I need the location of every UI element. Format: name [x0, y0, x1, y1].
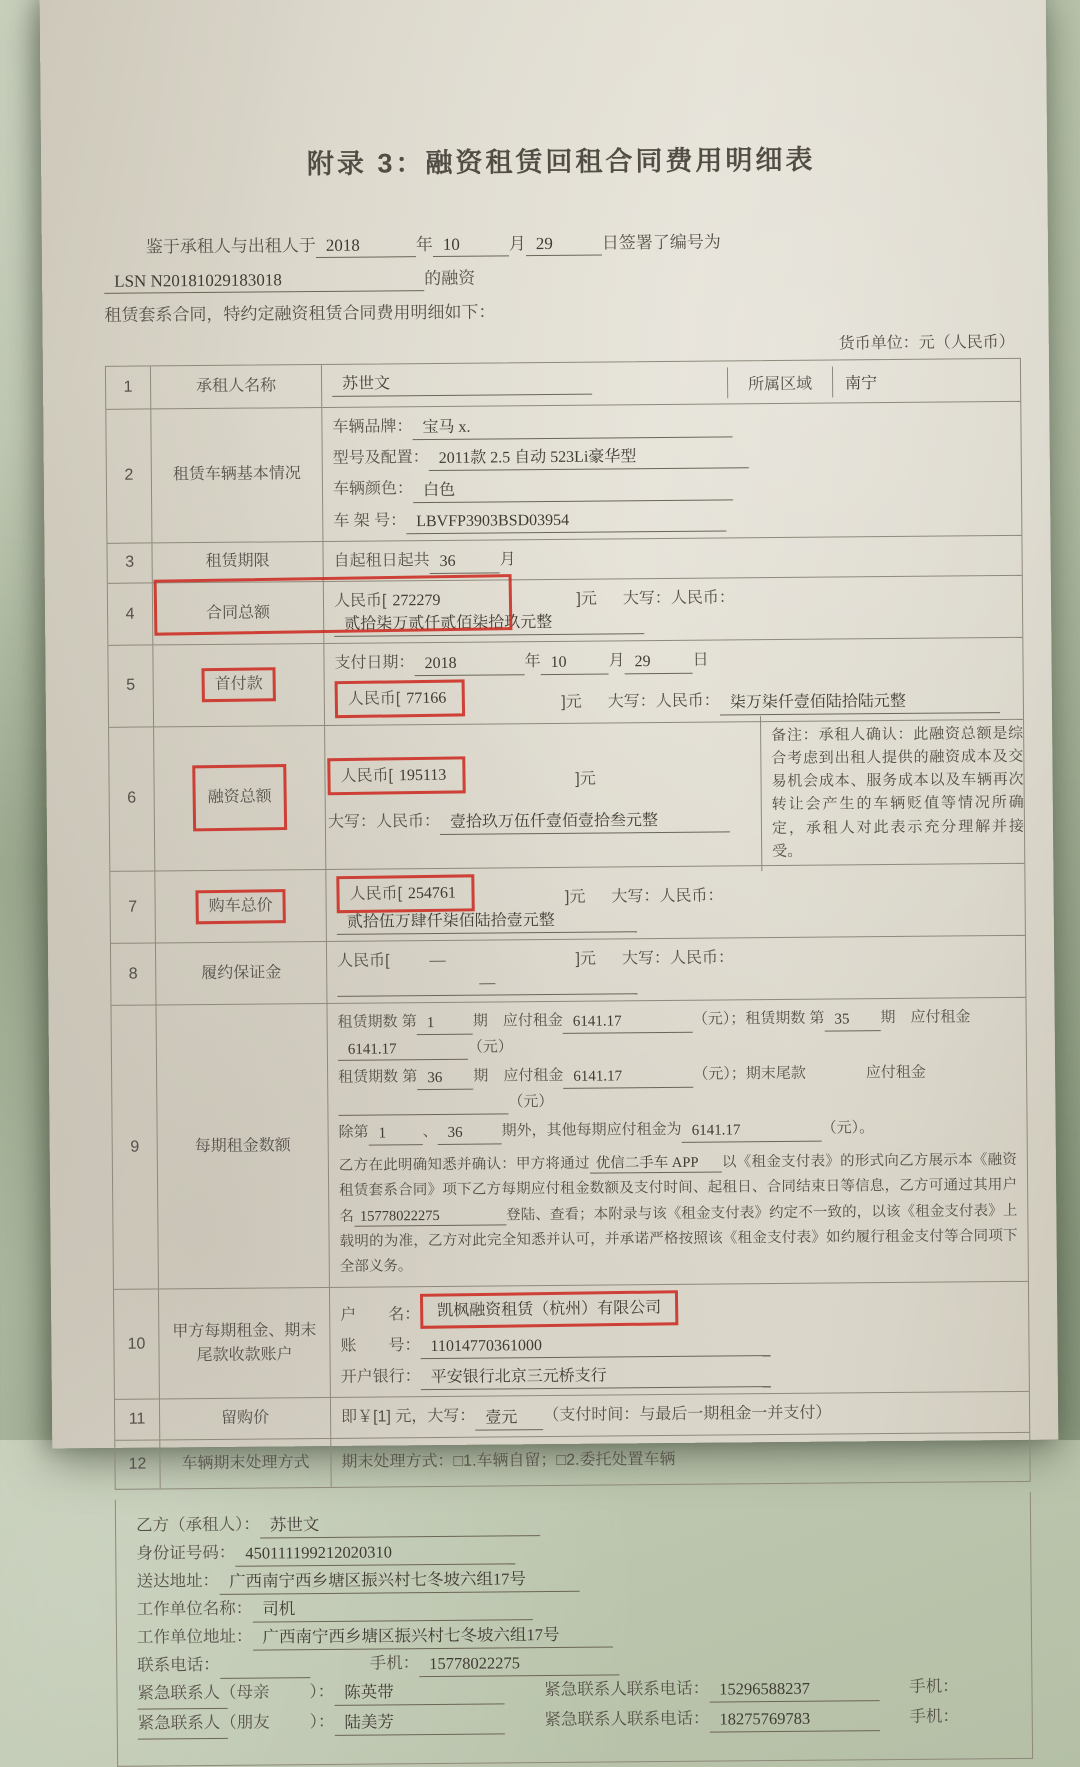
acct-name-label: 户 名：	[340, 1305, 421, 1324]
except-1: 1	[369, 1124, 423, 1145]
payee-name-stamp	[420, 1290, 678, 1329]
rmb-open: 人民币[	[340, 767, 394, 786]
yuan-label: （元）；	[692, 1010, 746, 1029]
rmb-close: ]元	[564, 888, 586, 906]
financing-remark: 备注：承租人确认：此融资总额是综合考虑到出租人提供的融资成本及交易机会成本、服务成本以及车辆再次转让会产生的车辆贬值等情况所确定，承租人对此表示充分理解并接受。	[760, 713, 1034, 871]
vehicle-color: 白色	[413, 478, 733, 503]
yuan-label: （元）	[467, 1038, 513, 1056]
row4-no: 4	[108, 583, 154, 645]
fee-detail-table	[105, 358, 1031, 1489]
table-row-8	[111, 936, 1026, 1006]
row9-label: 每期租金数额	[156, 1004, 329, 1288]
paydate-year: 2018	[414, 654, 524, 677]
row7-body	[326, 864, 1025, 941]
work-label: 工作单位名称：	[136, 1599, 253, 1619]
yuan-label: （元）	[508, 1092, 554, 1111]
row11-body	[331, 1392, 1029, 1437]
daxie-label: 大写：人民币：	[607, 692, 720, 711]
payee-bank: 平安银行北京三元桥支行	[421, 1365, 771, 1390]
contract-total-amount: 272279	[392, 591, 441, 610]
downpayment-label-stamp: 首付款	[201, 668, 275, 703]
para2: 以《租金支付表》的形式向乙方展示本《融资租赁套系合同》项下乙方每期应付租金数额及支付时间、起租日、合同结束日等信息，乙方可通过其用户名	[339, 1151, 1018, 1225]
ec1-label: 紧急联系人（母亲	[137, 1683, 270, 1703]
paydate-day-label: 日	[692, 651, 709, 669]
day-label: 日签署了编号为	[601, 232, 721, 253]
rmb-open: 人民币[	[349, 885, 403, 904]
row6-no: 6	[109, 727, 155, 871]
contract-total-daxie: 贰拾柒万贰仟贰佰柒拾玖元整	[334, 612, 644, 637]
currency-note: 货币单位：元（人民币）	[838, 333, 1015, 353]
row1-no: 1	[106, 366, 151, 408]
ec1-tel: 15296588237	[709, 1678, 879, 1702]
ec2-name: 陆美芳	[334, 1712, 504, 1736]
contract-number: LSN N20181029183018	[104, 268, 424, 294]
vin-label: 车 架 号：	[333, 511, 407, 530]
row9-no: 9	[111, 1006, 158, 1289]
intro-post: 的融资	[424, 268, 476, 289]
id-number: 450111199212020310	[235, 1541, 515, 1566]
month-label: 月	[508, 234, 526, 254]
period-label: 租赁期数 第	[338, 1068, 418, 1087]
other-rent: 6141.17	[682, 1121, 822, 1143]
row1-label: 承租人名称	[151, 365, 322, 408]
row3-no: 3	[107, 543, 152, 583]
other-rent-label: 期外，其他每期应付租金为	[501, 1121, 682, 1140]
row5-label	[153, 644, 325, 726]
lessee-name: 苏世文	[332, 373, 592, 397]
rent-terms-paragraph	[339, 1148, 1018, 1281]
rmb-close: ]元	[561, 694, 582, 712]
color-label: 车辆颜色：	[332, 480, 414, 499]
table-row-9	[111, 998, 1027, 1289]
form-content	[40, 0, 1059, 1733]
row10-no: 10	[114, 1289, 160, 1399]
work-address: 广西南宁西乡塘区振兴村七冬坡六组17号	[252, 1625, 612, 1651]
mobile-label: 手机：	[369, 1653, 420, 1673]
row9-body	[327, 998, 1027, 1286]
ec1-tel-label: 紧急联系人联系电话：	[544, 1679, 710, 1699]
id-label: 身份证号码：	[136, 1543, 236, 1563]
daxie-label: 大写：人民币：	[327, 813, 440, 832]
acct-no-label: 账 号：	[340, 1337, 421, 1355]
car-price-daxie: 贰拾伍万肆仟柒佰陆拾壹元整	[337, 910, 637, 935]
page-title: 附录 3：融资租赁回租合同费用明细表	[306, 144, 816, 180]
financing-amount-stamp	[327, 756, 465, 795]
para1: 乙方在此明确知悉并确认：甲方将通过	[338, 1155, 590, 1174]
vehicle-brand: 宝马 x.	[412, 416, 732, 441]
rmb-open: 人民币[	[337, 952, 390, 971]
row5-body	[324, 638, 1023, 724]
period-36: 36	[417, 1069, 473, 1090]
row3-label: 租赁期限	[152, 542, 323, 583]
row1-body	[322, 359, 1020, 407]
deposit-amount: —	[429, 952, 446, 970]
term-pre: 自起租日起共	[333, 551, 430, 570]
ec1-mobile-label: 手机：	[909, 1677, 959, 1696]
intro-line2: 租赁套系合同，特约定融资租赁合同费用明细如下：	[104, 302, 496, 325]
rent-36: 6141.17	[563, 1067, 693, 1089]
row2-no: 2	[106, 409, 152, 542]
row6-label	[154, 725, 326, 870]
row12-body	[331, 1432, 1029, 1486]
row10-label: 甲方每期租金、期末尾款收款账户	[159, 1288, 331, 1399]
table-row-7	[110, 864, 1025, 944]
para3: 登陆、查看；本附录与该《租金支付表》约定不一致的，以该《租金支付表》上载明的为准，乙方对此完全知悉并认可，并承诺严格按照该《租金支付表》如约履行租金支付等合同项下全部义务。	[339, 1202, 1018, 1276]
mobile-number: 15778022275	[419, 1653, 619, 1677]
comma: 、	[422, 1123, 438, 1141]
rent-1: 6141.17	[563, 1012, 693, 1034]
party-label: 乙方（承租人）：	[135, 1515, 260, 1535]
rmb-close: ]元	[575, 770, 596, 788]
row8-body	[327, 936, 1026, 1003]
row2-body	[322, 402, 1021, 541]
rent-label: 期 应付租金	[473, 1067, 564, 1086]
ec2-tel-label: 紧急联系人联系电话：	[544, 1709, 710, 1729]
paydate-day: 29	[624, 652, 692, 675]
row3-body	[323, 536, 1021, 581]
row7-label	[155, 870, 327, 943]
period-label: 租赁期数 第	[337, 1013, 417, 1032]
row10-body	[330, 1282, 1029, 1398]
paren: ）：	[309, 1712, 335, 1731]
phone-label: 联系电话：	[137, 1655, 220, 1675]
car-price-label-stamp: 购车总价	[195, 889, 285, 924]
except-36: 36	[438, 1124, 502, 1145]
region-cells	[727, 364, 1020, 398]
row12-no: 12	[115, 1440, 160, 1488]
intro-paragraph	[104, 223, 1021, 333]
payee-name: 凯枫融资租赁（杭州）有限公司	[437, 1299, 662, 1320]
rent-label: 应付租金	[865, 1064, 926, 1082]
rmb-open: 人民币[	[333, 592, 387, 610]
address-label: 送达地址：	[136, 1571, 220, 1591]
app-name: 优信二手车 APP	[590, 1153, 722, 1173]
yuan-label: （元）。	[821, 1119, 875, 1138]
row11-no: 11	[115, 1400, 160, 1440]
end-of-term-options: 期末处理方式：□1.车辆自留；□2.委托处置车辆	[341, 1450, 676, 1471]
daxie-label: 大写：人民币：	[621, 949, 735, 968]
buyout-text-a: 即￥[1] 元，大写：	[341, 1407, 476, 1427]
vehicle-model: 2011款 2.5 自动 523Li豪华型	[429, 447, 749, 472]
ec2-tel: 18275769783	[709, 1708, 879, 1732]
rent-label: 期 应付租金	[880, 1008, 971, 1027]
paydate-month-label: 月	[608, 652, 625, 670]
row4-label: 合同总额	[153, 582, 325, 645]
deposit-daxie: —	[337, 973, 637, 998]
model-label: 型号及配置：	[332, 449, 429, 468]
row4-body	[324, 576, 1023, 643]
rmb-close: ]元	[576, 590, 597, 608]
vehicle-vin: LBVFP3903BSD03954	[406, 509, 726, 534]
workaddr-label: 工作单位地址：	[136, 1627, 253, 1647]
period-1: 1	[417, 1014, 473, 1035]
table-row-10	[114, 1282, 1029, 1401]
paper-sheet	[40, 0, 1059, 1733]
buyout-daxie: 壹元	[475, 1408, 543, 1431]
ec2-mobile-label: 手机：	[909, 1707, 960, 1726]
except-label: 除第	[338, 1123, 369, 1142]
region-value: 南宁	[845, 374, 878, 392]
paren: ）：	[309, 1682, 335, 1701]
row2-label: 租赁车辆基本情况	[151, 408, 323, 542]
app-username: 15778022275	[354, 1206, 506, 1226]
lease-months: 36	[430, 551, 500, 574]
downpayment-amount-stamp	[335, 680, 466, 719]
ec1-name: 陈英带	[334, 1682, 504, 1706]
term-suffix: 月	[499, 551, 516, 569]
brand-label: 车辆品牌：	[332, 418, 413, 436]
region-label: 所属区域	[728, 366, 833, 398]
occupation: 司机	[252, 1597, 532, 1622]
row12-label: 车辆期末处理方式	[160, 1438, 331, 1487]
car-price-amount: 254761	[407, 884, 457, 903]
lessee-signature-block	[115, 1491, 1033, 1766]
paydate-month: 10	[540, 653, 608, 676]
intro-pre: 鉴于承租人与出租人于	[145, 236, 316, 257]
rmb-open: 人民币[	[347, 690, 401, 709]
period-label: 租赁期数 第	[745, 1009, 825, 1028]
table-row-6	[109, 719, 1024, 871]
sign-year: 2018	[316, 234, 416, 258]
financing-amount: 195113	[398, 766, 447, 785]
car-price-amount-stamp	[336, 874, 475, 913]
balloon-rent-blank	[338, 1113, 508, 1116]
row7-no: 7	[110, 871, 156, 943]
period-35: 35	[824, 1010, 880, 1031]
sign-month: 10	[433, 233, 509, 257]
yuan-label: （元）；	[693, 1065, 746, 1084]
payee-account: 11014770361000	[420, 1334, 770, 1359]
party-name: 苏世文	[260, 1513, 540, 1538]
row6-body	[325, 719, 1024, 869]
downpayment-daxie: 柒万柒仟壹佰陆拾陆元整	[720, 691, 1000, 715]
ec2-mobile-blank	[138, 1737, 228, 1740]
downpayment-amount: 77166	[406, 689, 447, 708]
buyout-text-b: （支付时间：与最后一期租金一并支付）	[543, 1404, 832, 1425]
ec2-label: 紧急联系人（朋友	[137, 1713, 270, 1733]
table-row-12	[115, 1432, 1029, 1488]
row5-no: 5	[108, 646, 154, 727]
year-label: 年	[415, 234, 433, 255]
row8-no: 8	[111, 944, 157, 1006]
paydate-year-label: 年	[524, 653, 541, 671]
address: 广西南宁西乡塘区振兴村七冬坡六组17号	[219, 1569, 579, 1595]
rent-label: 期 应付租金	[472, 1012, 563, 1031]
row11-label: 留购价	[160, 1398, 331, 1439]
paydate-label: 支付日期：	[334, 654, 415, 672]
financing-main	[315, 716, 761, 875]
financing-daxie: 壹拾玖万伍仟壹佰壹拾叁元整	[440, 811, 730, 836]
daxie-label: 大写：人民币：	[611, 887, 724, 906]
rent-35: 6141.17	[338, 1039, 468, 1061]
sign-day: 29	[526, 233, 602, 257]
financing-total-label-stamp: 融资总额	[192, 764, 287, 831]
rmb-close: ]元	[575, 950, 597, 968]
table-row-4	[108, 576, 1023, 646]
daxie-label: 大写：人民币：	[622, 589, 735, 608]
table-row-2	[106, 402, 1021, 544]
balloon-label: 期末尾款	[745, 1065, 806, 1083]
bank-label: 开户银行：	[340, 1368, 421, 1386]
row8-label: 履约保证金	[156, 942, 328, 1005]
